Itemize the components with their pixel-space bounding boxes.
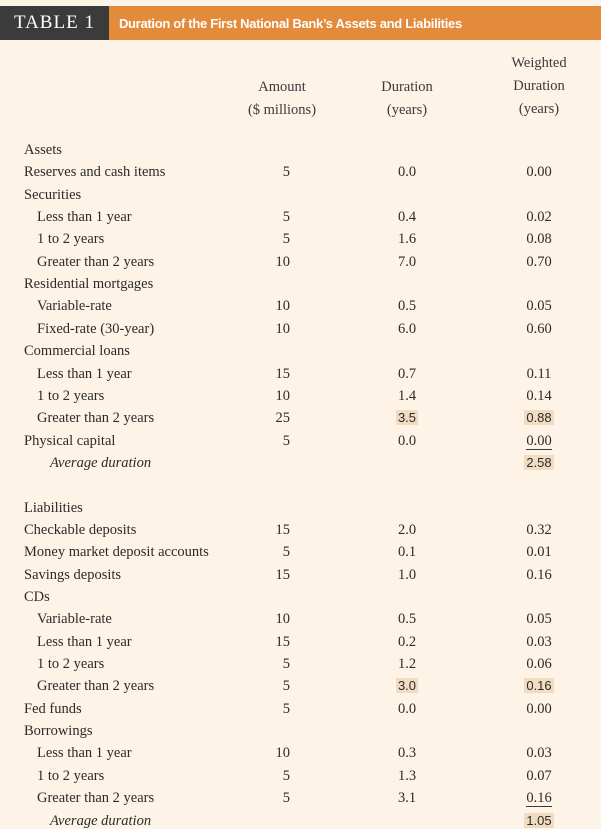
cell-duration: 3.1 bbox=[397, 790, 417, 807]
cell-duration: 0.2 bbox=[397, 633, 417, 650]
cell-amount: 5 bbox=[282, 790, 290, 807]
cell-duration: 7.0 bbox=[397, 253, 417, 270]
cell-amount: 5 bbox=[282, 544, 290, 561]
cell-amount: 15 bbox=[275, 365, 290, 382]
row-label: Variable-rate bbox=[37, 611, 112, 628]
section-row bbox=[0, 500, 601, 522]
table-row bbox=[0, 321, 601, 343]
row-label: 1 to 2 years bbox=[37, 231, 105, 248]
cell-amount: 5 bbox=[282, 231, 290, 248]
row-label: Residential mortgages bbox=[24, 276, 154, 293]
row-label: Savings deposits bbox=[24, 566, 122, 583]
header-duration bbox=[370, 76, 444, 122]
cell-duration: 0.0 bbox=[397, 164, 417, 181]
table-row bbox=[0, 254, 601, 276]
header-amount-line-2: ($ millions) bbox=[247, 102, 317, 118]
table-title: Duration of the First National Bank’s Assets and Liabilities bbox=[118, 15, 462, 31]
table-row bbox=[0, 433, 601, 455]
table-title-bar bbox=[0, 6, 601, 40]
spacer-row bbox=[0, 477, 601, 499]
cell-duration: 0.7 bbox=[397, 365, 417, 382]
cell-amount: 10 bbox=[275, 611, 290, 628]
row-label: Less than 1 year bbox=[37, 209, 132, 226]
cell-duration: 1.4 bbox=[397, 387, 417, 404]
cell-weighted-duration: 0.88 bbox=[526, 410, 552, 426]
cell-weighted-duration: 0.14 bbox=[526, 387, 552, 404]
header-weighted-line-3: (years) bbox=[518, 101, 560, 117]
row-label: CDs bbox=[24, 589, 50, 605]
cell-amount: 25 bbox=[275, 410, 290, 427]
cell-amount: 10 bbox=[275, 298, 290, 315]
section-row bbox=[0, 589, 601, 611]
section-row bbox=[0, 343, 601, 365]
cell-weighted-duration: 0.02 bbox=[526, 209, 552, 226]
cell-weighted-duration: 0.00 bbox=[526, 164, 552, 181]
cell-duration: 0.5 bbox=[397, 298, 417, 315]
row-label: Assets bbox=[24, 142, 62, 158]
row-label: Fixed-rate (30-year) bbox=[37, 320, 155, 337]
header-weighted-duration bbox=[502, 52, 576, 121]
cell-weighted-duration: 0.16 bbox=[526, 678, 552, 694]
row-label: 1 to 2 years bbox=[37, 767, 105, 784]
cell-duration: 0.0 bbox=[397, 700, 417, 717]
table-row bbox=[0, 813, 601, 835]
cell-duration: 3.5 bbox=[397, 410, 417, 426]
table-row bbox=[0, 790, 601, 812]
table-row bbox=[0, 298, 601, 320]
cell-weighted-duration: 0.06 bbox=[526, 656, 552, 673]
row-label: Fed funds bbox=[24, 700, 82, 717]
table-row bbox=[0, 567, 601, 589]
cell-weighted-duration: 0.32 bbox=[526, 521, 552, 538]
cell-duration: 0.0 bbox=[397, 432, 417, 449]
cell-amount: 5 bbox=[282, 432, 290, 449]
cell-duration: 3.0 bbox=[397, 678, 417, 694]
header-amount-line-1: Amount bbox=[258, 79, 306, 95]
table-row bbox=[0, 701, 601, 723]
table-row bbox=[0, 209, 601, 231]
cell-amount: 10 bbox=[275, 745, 290, 762]
cell-amount: 5 bbox=[282, 678, 290, 695]
cell-duration: 2.0 bbox=[397, 521, 417, 538]
row-label: 1 to 2 years bbox=[37, 656, 105, 673]
cell-weighted-duration: 0.05 bbox=[526, 298, 552, 315]
cell-amount: 5 bbox=[282, 656, 290, 673]
row-label: Physical capital bbox=[24, 432, 116, 449]
cell-weighted-duration: 0.01 bbox=[526, 544, 552, 561]
cell-weighted-duration: 0.70 bbox=[526, 253, 552, 270]
cell-weighted-duration: 2.58 bbox=[526, 454, 552, 470]
row-label: Commercial loans bbox=[24, 343, 130, 360]
cell-amount: 10 bbox=[275, 320, 290, 337]
cell-weighted-duration: 0.00 bbox=[526, 432, 552, 449]
row-label: 1 to 2 years bbox=[37, 387, 105, 404]
cell-weighted-duration: 0.05 bbox=[526, 611, 552, 628]
cell-weighted-duration: 0.16 bbox=[526, 566, 552, 583]
cell-amount: 15 bbox=[275, 566, 290, 583]
row-label: Securities bbox=[24, 186, 82, 203]
row-label: Less than 1 year bbox=[37, 365, 132, 382]
table-label: TABLE 1 bbox=[0, 6, 109, 40]
cell-amount: 5 bbox=[282, 209, 290, 226]
row-label: Greater than 2 years bbox=[37, 253, 155, 270]
header-weighted-line-1: Weighted bbox=[511, 55, 567, 71]
cell-duration: 0.3 bbox=[397, 745, 417, 762]
row-label: Reserves and cash items bbox=[24, 164, 166, 181]
header-amount bbox=[236, 76, 328, 122]
table-row bbox=[0, 678, 601, 700]
table-row bbox=[0, 164, 601, 186]
row-label: Checkable deposits bbox=[24, 521, 137, 538]
table-row bbox=[0, 544, 601, 566]
cell-amount: 5 bbox=[282, 164, 290, 181]
table-row bbox=[0, 745, 601, 767]
row-label: Average duration bbox=[50, 812, 152, 829]
table-row bbox=[0, 455, 601, 477]
cell-duration: 0.4 bbox=[397, 209, 417, 226]
cell-amount: 10 bbox=[275, 387, 290, 404]
cell-duration: 1.2 bbox=[397, 656, 417, 673]
row-label: Greater than 2 years bbox=[37, 410, 155, 427]
row-label: Borrowings bbox=[24, 723, 93, 740]
row-label: Variable-rate bbox=[37, 298, 112, 315]
row-label: Liabilities bbox=[24, 499, 83, 516]
cell-amount: 5 bbox=[282, 700, 290, 717]
header-duration-line-1: Duration bbox=[381, 79, 433, 95]
cell-weighted-duration: 0.03 bbox=[526, 633, 552, 650]
cell-weighted-duration: 0.07 bbox=[526, 767, 552, 784]
table-row bbox=[0, 522, 601, 544]
section-row bbox=[0, 276, 601, 298]
table-row bbox=[0, 231, 601, 253]
cell-weighted-duration: 0.08 bbox=[526, 231, 552, 248]
cell-duration: 1.0 bbox=[397, 566, 417, 583]
row-label: Average duration bbox=[50, 454, 152, 471]
header-weighted-line-2: Duration bbox=[513, 78, 565, 94]
cell-duration: 1.6 bbox=[397, 231, 417, 248]
section-row bbox=[0, 723, 601, 745]
cell-weighted-duration: 0.60 bbox=[526, 320, 552, 337]
row-label: Greater than 2 years bbox=[37, 678, 155, 695]
table-row bbox=[0, 611, 601, 633]
cell-amount: 15 bbox=[275, 633, 290, 650]
table-row bbox=[0, 410, 601, 432]
cell-duration: 0.1 bbox=[397, 544, 417, 561]
cell-weighted-duration: 0.11 bbox=[526, 365, 552, 382]
cell-duration: 6.0 bbox=[397, 320, 417, 337]
cell-amount: 10 bbox=[275, 253, 290, 270]
table-row bbox=[0, 656, 601, 678]
cell-weighted-duration: 0.03 bbox=[526, 745, 552, 762]
table-row bbox=[0, 366, 601, 388]
cell-amount: 15 bbox=[275, 521, 290, 538]
cell-weighted-duration: 0.00 bbox=[526, 700, 552, 717]
section-row bbox=[0, 142, 601, 164]
cell-weighted-duration: 0.16 bbox=[526, 790, 552, 807]
table-row bbox=[0, 768, 601, 790]
table-row bbox=[0, 634, 601, 656]
cell-duration: 0.5 bbox=[397, 611, 417, 628]
row-label: Greater than 2 years bbox=[37, 790, 155, 807]
table-row bbox=[0, 388, 601, 410]
row-label: Less than 1 year bbox=[37, 633, 132, 650]
header-duration-line-2: (years) bbox=[386, 102, 428, 118]
row-label: Money market deposit accounts bbox=[24, 544, 209, 561]
row-label: Less than 1 year bbox=[37, 745, 132, 762]
section-row bbox=[0, 187, 601, 209]
cell-weighted-duration: 1.05 bbox=[526, 812, 552, 828]
cell-amount: 5 bbox=[282, 767, 290, 784]
cell-duration: 1.3 bbox=[397, 767, 417, 784]
